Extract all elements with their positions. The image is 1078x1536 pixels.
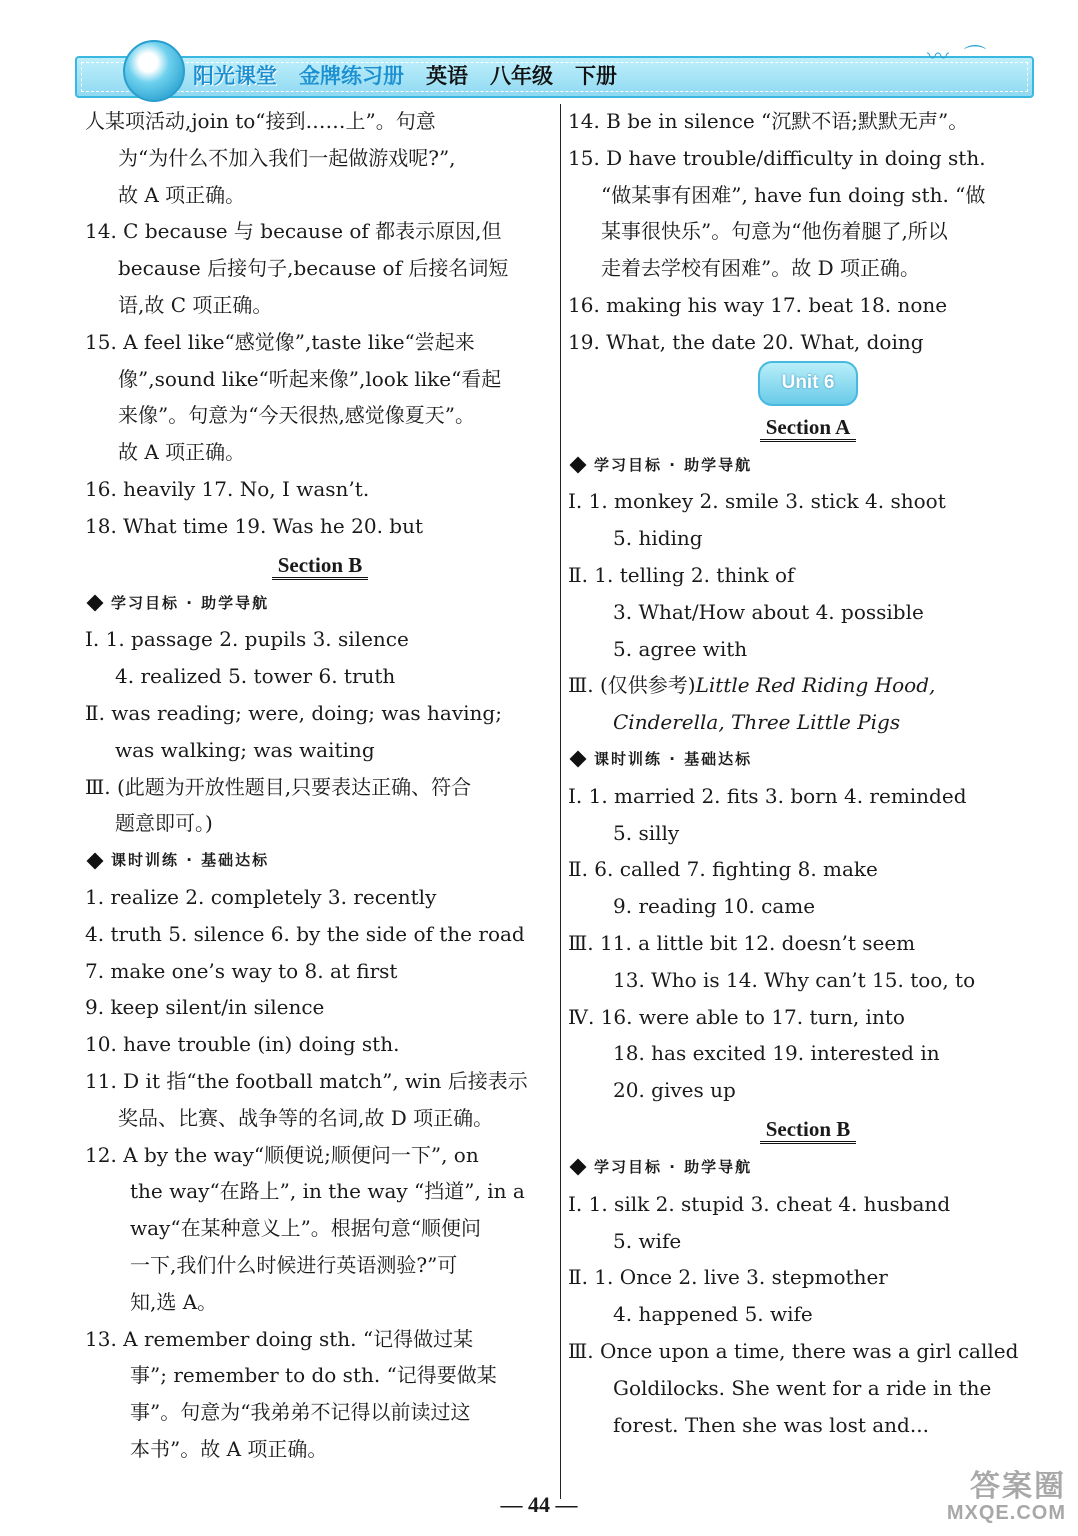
answer-line: was walking; was waiting (115, 737, 375, 762)
answer-line: 10. have trouble (in) doing sth. (85, 1032, 400, 1057)
answer-line: 9. keep silent/in silence (85, 995, 325, 1020)
diamond-icon (87, 594, 104, 611)
answer-line: 14. B be in silence “沉默不语;默默无声”。 (568, 109, 969, 133)
sub-heading: 课时训练 · 基础达标 (85, 842, 555, 879)
subject: 英语 (426, 64, 468, 88)
answer-line: 3. What/How about 4. possible (613, 599, 924, 624)
answer-line: 20. gives up (613, 1078, 736, 1103)
diamond-icon (570, 1159, 587, 1176)
watermark: 答案圈 MXQE.COM (946, 1470, 1066, 1524)
answer-line: Ⅳ. 16. were able to 17. turn, into (568, 1004, 905, 1029)
answer-line: Goldilocks. She went for a ride in the (613, 1375, 992, 1400)
answer-line: 像”,sound like“听起来像”,look like“看起 (118, 366, 502, 391)
answer-line: 5. wife (613, 1228, 682, 1253)
answer-line: 题意即可。) (115, 811, 213, 836)
story-titles: Little Red Riding Hood, (695, 673, 936, 698)
diamond-icon (87, 852, 104, 869)
answer-line: 5. silly (613, 820, 680, 845)
reference-label: Ⅲ. (仅供参考) (568, 673, 696, 698)
volume: 下册 (575, 64, 617, 88)
answer-line: 7. make one’s way to 8. at first (85, 958, 398, 983)
answer-line: Ⅲ. (此题为开放性题目,只要表达正确、符合 (85, 774, 472, 799)
answer-line: 1. realize 2. completely 3. recently (85, 884, 437, 909)
answer-line: 某事很快乐”。句意为“他伤着腿了,所以 (601, 219, 948, 244)
sub-heading: 学习目标 · 助学导航 (85, 585, 555, 622)
answer-line: 15. D have trouble/difficulty in doing sth. (568, 145, 986, 170)
mascot-icon (123, 40, 185, 102)
answer-line: because 后接句子,because of 后接名词短 (118, 256, 509, 281)
unit-badge: Unit 6 (568, 361, 1048, 407)
answer-line: 19. What, the date 20. What, doing (568, 329, 924, 354)
right-column (568, 103, 1048, 1443)
left-column (85, 103, 555, 1468)
answer-line: 事”。句意为“我弟弟不记得以前读过这 (130, 1400, 471, 1425)
answer-line (568, 667, 1048, 704)
answer-line: 5. hiding (613, 526, 703, 551)
answer-line: 18. What time 19. Was he 20. but (85, 513, 423, 538)
answer-line: Ⅱ. 1. telling 2. think of (568, 562, 795, 587)
answer-line: Ⅲ. Once upon a time, there was a girl called (568, 1338, 1019, 1363)
series-name: 金牌练习册 (299, 64, 404, 88)
answer-line: Ⅲ. 11. a little bit 12. doesn’t seem (568, 930, 916, 955)
diamond-icon (570, 456, 587, 473)
answer-line: 9. reading 10. came (613, 894, 816, 919)
answer-line: 14. C because 与 because of 都表示原因,但 (85, 219, 502, 244)
answer-line: Ⅱ. 6. called 7. fighting 8. make (568, 857, 878, 882)
answer-line: way“在某种意义上”。根据句意“顺便问 (130, 1216, 482, 1241)
answer-line: 4. happened 5. wife (613, 1302, 813, 1327)
answer-line: 18. has excited 19. interested in (613, 1041, 940, 1066)
sub-heading: 学习目标 · 助学导航 (568, 447, 1048, 484)
column-divider (560, 104, 561, 1499)
answer-line: 本书”。故 A 项正确。 (130, 1436, 328, 1461)
answer-line: 语,故 C 项正确。 (118, 292, 273, 317)
answer-line: 4. realized 5. tower 6. truth (115, 664, 396, 689)
page-header (75, 40, 1030, 102)
answer-line: 事”; remember to do sth. “记得要做某 (130, 1363, 497, 1388)
answer-line: 12. A by the way“顺便说;顺便问一下”, on (85, 1142, 479, 1167)
section-title: Section B (85, 545, 555, 585)
answer-line: “做某事有困难”, have fun doing sth. “做 (601, 182, 986, 207)
answer-line: 人某项活动,join to“接到……上”。句意 (85, 109, 436, 133)
story-titles: Cinderella, Three Little Pigs (613, 710, 901, 735)
brand-name: 阳光课堂 (193, 64, 277, 88)
header-title (193, 58, 617, 92)
answer-line: 知,选 A。 (130, 1289, 218, 1314)
answer-line: Ⅰ. 1. married 2. fits 3. born 4. reminded (568, 783, 967, 808)
sub-heading: 课时训练 · 基础达标 (568, 741, 1048, 778)
diamond-icon (570, 751, 587, 768)
answer-line: 13. Who is 14. Why can’t 15. too, to (613, 967, 976, 992)
answer-line: 为“为什么不加入我们一起做游戏呢?”, (118, 145, 456, 170)
answer-line: 故 A 项正确。 (118, 440, 246, 465)
answer-line: 4. truth 5. silence 6. by the side of the road (85, 921, 525, 946)
answer-line: 13. A remember doing sth. “记得做过某 (85, 1326, 474, 1351)
section-title: Section B (568, 1109, 1048, 1149)
answer-line: 一下,我们什么时候进行英语测验?”可 (130, 1252, 458, 1277)
answer-line: Ⅰ. 1. monkey 2. smile 3. stick 4. shoot (568, 489, 946, 514)
answer-line: Ⅰ. 1. silk 2. stupid 3. cheat 4. husband (568, 1191, 951, 1216)
answer-line: the way“在路上”, in the way “挡道”, in a (130, 1179, 525, 1204)
answer-line: Ⅱ. 1. Once 2. live 3. stepmother (568, 1265, 888, 1290)
answer-line: 15. A feel like“感觉像”,taste like“尝起来 (85, 329, 475, 354)
section-title: Section A (568, 407, 1048, 447)
grade: 八年级 (490, 64, 553, 88)
birds-icon: 〰︎ ⌒ (927, 45, 990, 70)
answer-line: 奖品、比赛、战争等的名词,故 D 项正确。 (118, 1105, 494, 1130)
answer-line: 5. agree with (613, 636, 748, 661)
answer-line: 来像”。句意为“今天很热,感觉像夏天”。 (118, 403, 476, 428)
answer-line: forest. Then she was lost and... (613, 1412, 929, 1437)
answer-line: Ⅰ. 1. passage 2. pupils 3. silence (85, 627, 409, 652)
answer-line: 故 A 项正确。 (118, 182, 246, 207)
answer-line: 走着去学校有困难”。故 D 项正确。 (601, 256, 920, 281)
page-number: — 44 — (500, 1492, 578, 1517)
answer-line: 11. D it 指“the football match”, win 后接表示 (85, 1068, 528, 1093)
answer-line: Ⅱ. was reading; were, doing; was having; (85, 700, 502, 725)
sub-heading: 学习目标 · 助学导航 (568, 1149, 1048, 1186)
answer-line: 16. making his way 17. beat 18. none (568, 292, 948, 317)
answer-line: 16. heavily 17. No, I wasn’t. (85, 476, 370, 501)
